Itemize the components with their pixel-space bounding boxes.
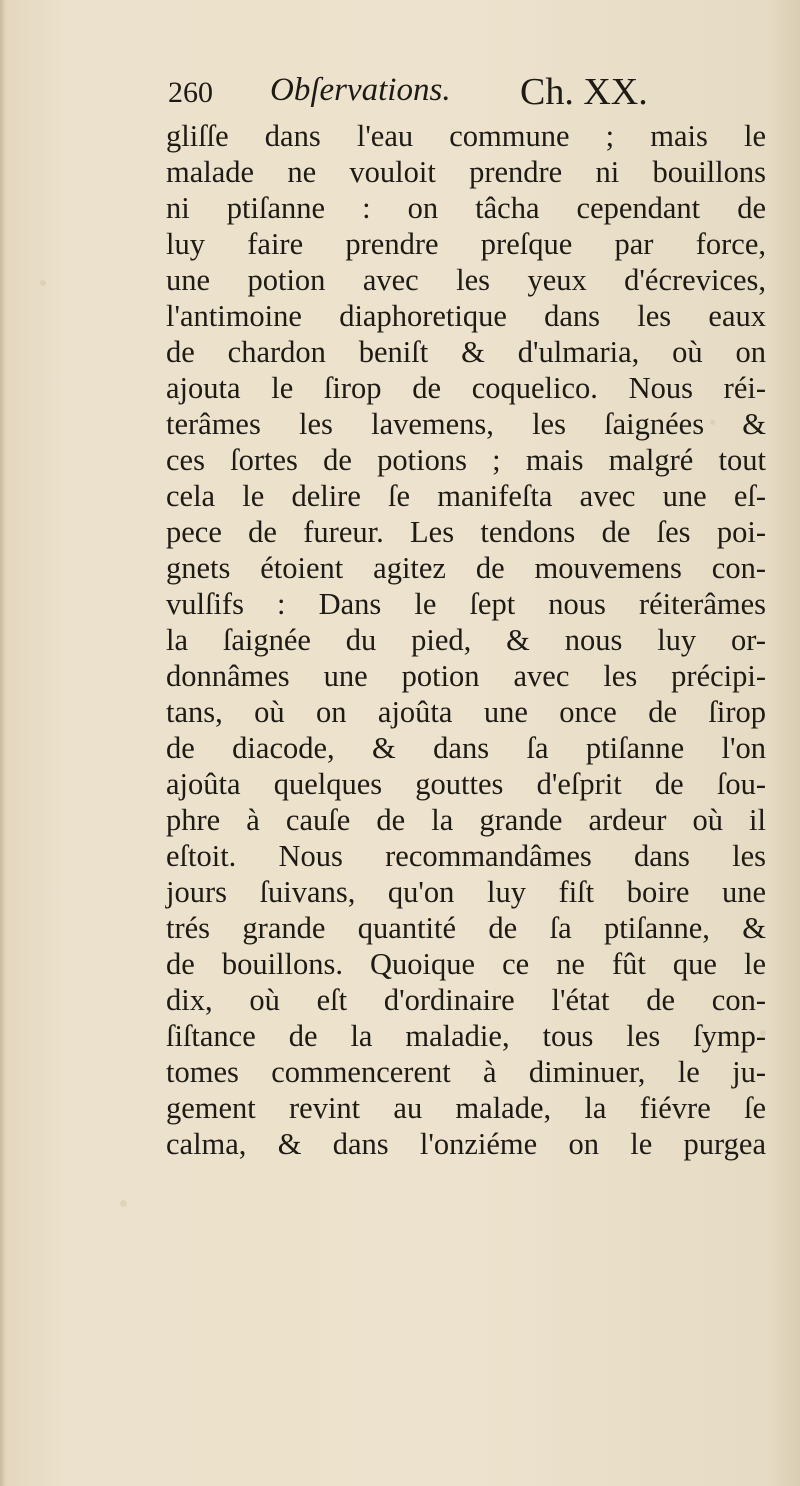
text-line: ces ſortes de potions ; mais malgré tout	[166, 443, 766, 477]
text-line: phre à cauſe de la grande ardeur où il	[166, 803, 766, 837]
page-number: 260	[168, 76, 213, 109]
page-header	[168, 66, 728, 116]
text-line: cela le delire ſe manifeſta avec une eſ-	[166, 479, 766, 513]
text-line: dix, où eſt d'ordinaire l'état de con-	[166, 983, 766, 1017]
text-line: gnets étoient agitez de mouvemens con-	[166, 551, 766, 585]
page-edge-shadow	[0, 0, 6, 1486]
text-line: trés grande quantité de ſa ptiſanne, &	[166, 911, 766, 945]
text-line: eſtoit. Nous recommandâmes dans les	[166, 839, 766, 873]
text-line: terâmes les lavemens, les ſaignées &	[166, 407, 766, 441]
text-line: gliſſe dans l'eau commune ; mais le	[166, 119, 766, 153]
text-line: jours ſuivans, qu'on luy fiſt boire une	[166, 875, 766, 909]
text-line: ajoûta quelques gouttes d'eſprit de ſou-	[166, 767, 766, 801]
text-line: vulſifs : Dans le ſept nous réiterâmes	[166, 587, 766, 621]
running-title: Obſervations.	[270, 72, 451, 108]
text-line: la ſaignée du pied, & nous luy or-	[166, 623, 766, 657]
text-line: pece de fureur. Les tendons de ſes poi-	[166, 515, 766, 549]
text-line: donnâmes une potion avec les précipi-	[166, 659, 766, 693]
text-line: une potion avec les yeux d'écrevices,	[166, 263, 766, 297]
paper-stain	[120, 1200, 127, 1207]
text-line: de diacode, & dans ſa ptiſanne l'on	[166, 731, 766, 765]
text-line: gement revint au malade, la fiévre ſe	[166, 1091, 766, 1125]
paper-stain	[40, 280, 46, 286]
text-line: luy faire prendre preſque par force,	[166, 227, 766, 261]
text-line: malade ne vouloit prendre ni bouillons	[166, 155, 766, 189]
text-line: tomes commencerent à diminuer, le ju-	[166, 1055, 766, 1089]
text-line: de bouillons. Quoique ce ne fût que le	[166, 947, 766, 981]
text-line: calma, & dans l'onziéme on le purgea	[166, 1127, 766, 1161]
text-line: l'antimoine diaphoretique dans les eaux	[166, 299, 766, 333]
text-line: tans, où on ajoûta une once de ſirop	[166, 695, 766, 729]
text-line: de chardon beniſt & d'ulmaria, où on	[166, 335, 766, 369]
text-line: ajouta le ſirop de coquelico. Nous réi-	[166, 371, 766, 405]
text-line: ni ptiſanne : on tâcha cependant de	[166, 191, 766, 225]
text-line: ſiſtance de la maladie, tous les ſymp-	[166, 1019, 766, 1053]
body-text	[166, 118, 766, 1162]
chapter-heading: Ch. XX.	[520, 71, 648, 113]
